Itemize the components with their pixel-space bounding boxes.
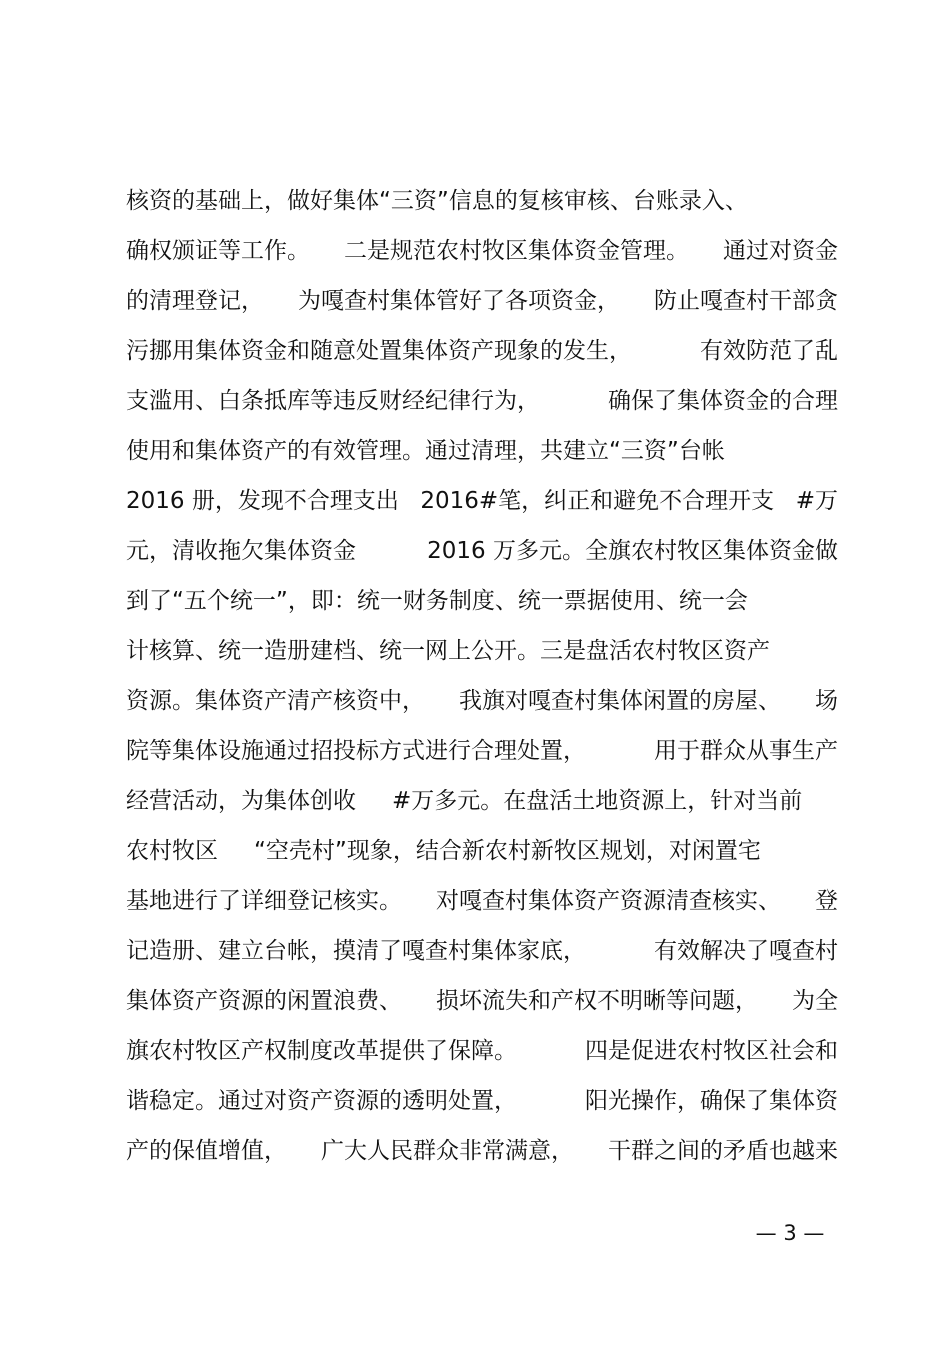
text-segment: “空壳村”现象，结合新农村新牧区规划，对闲置宅 bbox=[254, 838, 761, 864]
text-segment: 为嘎查村集体管好了各项资金， bbox=[298, 288, 620, 314]
text-segment: 为全 bbox=[792, 988, 838, 1014]
text-segment: 污挪用集体资金和随意处置集体资产现象的发生， bbox=[126, 338, 632, 364]
text-segment: 2016 册，发现不合理支出 bbox=[126, 488, 399, 514]
text-line bbox=[126, 726, 838, 776]
text-segment: 广大人民群众非常满意， bbox=[321, 1138, 574, 1164]
text-segment: 计核算、统一造册建档、统一网上公开。三是盘活农村牧区资产 bbox=[126, 638, 770, 664]
text-segment: 二是规范农村牧区集体资金管理。 bbox=[344, 238, 689, 264]
text-segment: 有效解决了嘎查村 bbox=[654, 938, 838, 964]
text-line bbox=[126, 176, 838, 226]
text-segment: 对嘎查村集体资产资源清查核实、 bbox=[436, 888, 781, 914]
text-segment: 有效防范了乱 bbox=[700, 338, 838, 364]
text-line bbox=[126, 226, 838, 276]
text-segment: 2016 万多元。全旗农村牧区集体资金做 bbox=[427, 538, 838, 564]
text-segment: 元，清收拖欠集体资金 bbox=[126, 538, 356, 564]
text-segment: 记造册、建立台帐，摸清了嘎查村集体家底， bbox=[126, 938, 586, 964]
text-line bbox=[126, 776, 838, 826]
text-segment: 农村牧区 bbox=[126, 838, 218, 864]
text-segment: 干群之间的矛盾也越来 bbox=[608, 1138, 838, 1164]
text-line bbox=[126, 326, 838, 376]
text-line bbox=[126, 976, 838, 1026]
text-segment: 院等集体设施通过招投标方式进行合理处置， bbox=[126, 738, 586, 764]
text-segment: 损坏流失和产权不明晰等问题， bbox=[436, 988, 758, 1014]
text-segment: 通过对资金 bbox=[723, 238, 838, 264]
text-segment: 场 bbox=[815, 688, 838, 714]
text-segment: 防止嘎查村干部贪 bbox=[654, 288, 838, 314]
text-segment: #万多元。在盘活土地资源上，针对当前 bbox=[392, 788, 803, 814]
text-segment: 使用和集体资产的有效管理。通过清理，共建立“三资”台帐 bbox=[126, 438, 725, 464]
text-segment: 到了“五个统一”，即：统一财务制度、统一票据使用、统一会 bbox=[126, 588, 748, 614]
text-segment: 核资的基础上，做好集体“三资”信息的复核审核、台账录入、 bbox=[126, 188, 748, 214]
page-number: — 3 — bbox=[755, 1221, 825, 1245]
text-segment: 集体资产资源的闲置浪费、 bbox=[126, 988, 402, 1014]
text-segment: 我旗对嘎查村集体闲置的房屋、 bbox=[459, 688, 781, 714]
text-line bbox=[126, 526, 838, 576]
text-segment: 用于群众从事生产 bbox=[654, 738, 838, 764]
text-segment: 的清理登记， bbox=[126, 288, 264, 314]
text-line bbox=[126, 926, 838, 976]
text-line bbox=[126, 276, 838, 326]
text-segment: 登 bbox=[815, 888, 838, 914]
text-line bbox=[126, 426, 838, 476]
text-segment: 资源。集体资产清产核资中， bbox=[126, 688, 425, 714]
text-line bbox=[126, 1076, 838, 1126]
text-segment: 旗农村牧区产权制度改革提供了保障。 bbox=[126, 1038, 517, 1064]
text-segment: #万 bbox=[795, 488, 838, 514]
text-line bbox=[126, 876, 838, 926]
text-segment: 支滥用、白条抵库等违反财经纪律行为， bbox=[126, 388, 540, 414]
text-segment: 产的保值增值， bbox=[126, 1138, 287, 1164]
text-line bbox=[126, 826, 838, 876]
text-segment: 2016#笔，纠正和避免不合理开支 bbox=[420, 488, 775, 514]
text-line bbox=[126, 626, 838, 676]
text-segment: 确保了集体资金的合理 bbox=[608, 388, 838, 414]
text-segment: 谐稳定。通过对资产资源的透明处置， bbox=[126, 1088, 517, 1114]
body-text bbox=[126, 176, 838, 1176]
text-line bbox=[126, 676, 838, 726]
text-segment: 确权颁证等工作。 bbox=[126, 238, 310, 264]
text-line bbox=[126, 476, 838, 526]
text-line bbox=[126, 1026, 838, 1076]
text-line bbox=[126, 576, 838, 626]
text-line bbox=[126, 376, 838, 426]
text-segment: 阳光操作，确保了集体资 bbox=[585, 1088, 838, 1114]
text-segment: 经营活动，为集体创收 bbox=[126, 788, 356, 814]
text-line bbox=[126, 1126, 838, 1176]
text-segment: 四是促进农村牧区社会和 bbox=[585, 1038, 838, 1064]
text-segment: 基地进行了详细登记核实。 bbox=[126, 888, 402, 914]
